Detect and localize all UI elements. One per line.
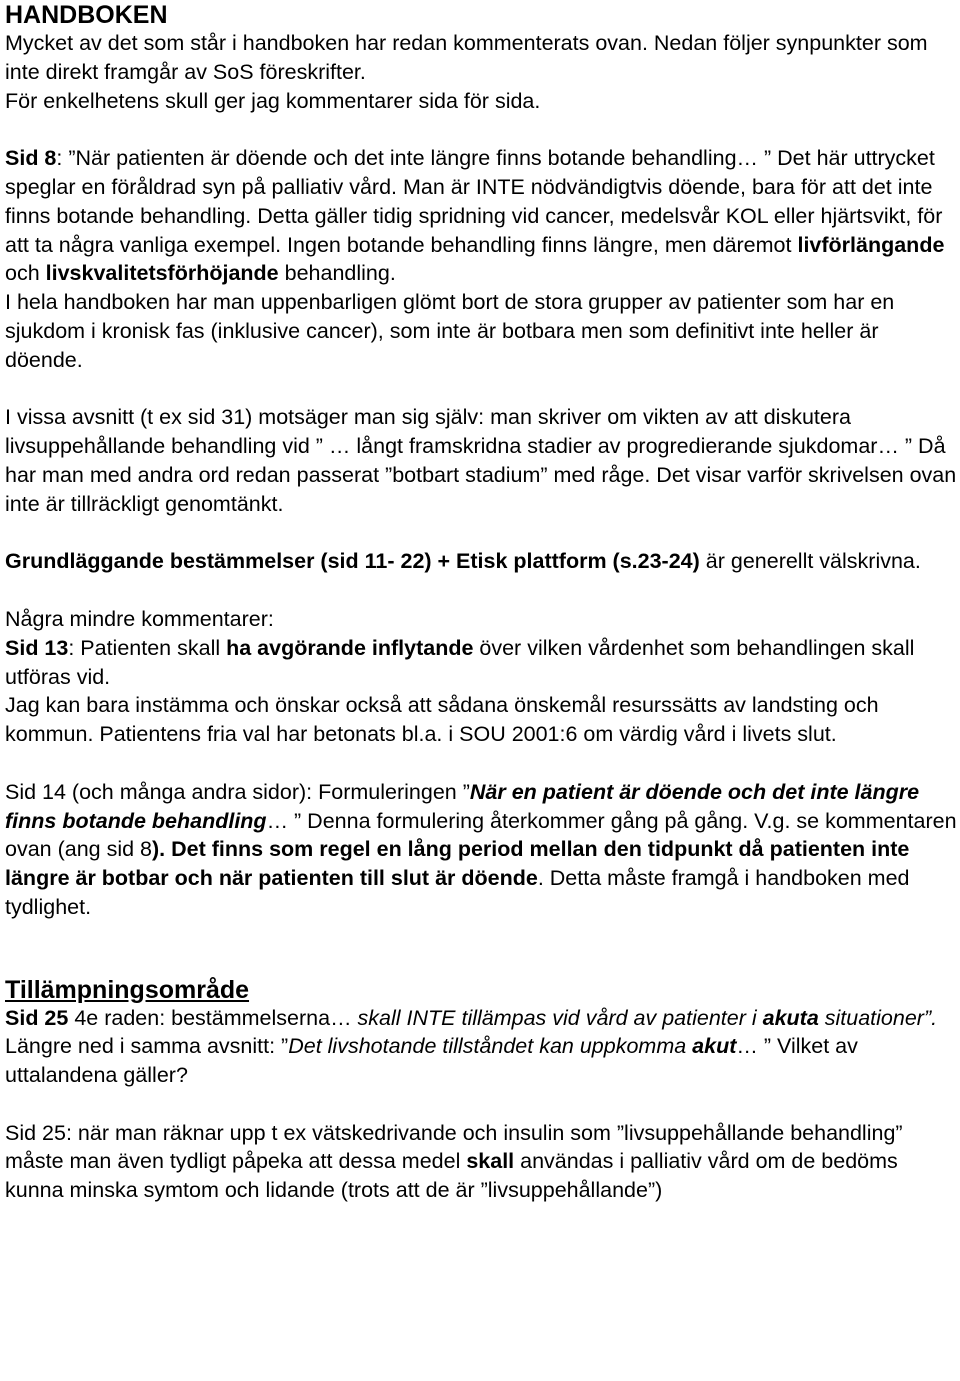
sid25b-paragraph <box>5 1119 958 1205</box>
sid13-label: Sid 13 <box>5 635 69 660</box>
sid25b-start: Sid 25: när man räknar upp t ex vätskedrivande och insulin som ”livsuppehållande behandling” måste man även tydligt påpeka att dessa medel <box>5 1120 903 1174</box>
paragraph-gap <box>5 1090 958 1119</box>
sid14-quote: När en patient är döende och det inte längre finns botande behandling <box>5 779 920 833</box>
document-page <box>5 0 958 1205</box>
hela-paragraph: I hela handboken har man uppenbarligen glömt bort de stora grupper av patienter som har en sjukdom i kronisk fas (inklusive cancer), som inte är botbara men som definitivt inte heller är döende. <box>5 290 895 372</box>
vissa-paragraph: I vissa avsnitt (t ex sid 31) motsäger man sig själv: man skriver om vikten av att diskutera livsuppehållande behandling vid ” … långt framskridna stadier av progredierande sjukdomar… ” Då har man med andra ord redan passerat ”botbart stadium” med råge. Det visar varför skrivelsen ovan inte är tillräckligt genomtänkt. <box>5 405 957 516</box>
grund-bold: Grundläggande bestämmelser (sid 11- 22) + Etisk plattform (s.23-24) <box>5 549 700 574</box>
langre-italic: Det livshotande tillståndet kan uppkomma <box>288 1034 693 1059</box>
sid14-mid: … ” Denna formulering återkommer gång på gång. V.g. se kommentaren ovan (ang sid 8 <box>5 808 957 862</box>
sid13-rest: över vilken vårdenhet som behandlingen skall utföras vid. <box>5 635 915 689</box>
sid8-label: Sid 8 <box>5 146 57 171</box>
langre-end: … ” Vilket av uttalandena gäller? <box>5 1034 858 1088</box>
sid8-term-livforlangande: livförlängande <box>797 232 945 257</box>
sid25b-skall: skall <box>466 1149 515 1174</box>
sid8-term-livskvalitet: livskvalitetsförhöjande <box>45 261 279 286</box>
paragraph-gap <box>5 375 958 404</box>
sid8-text: : ”När patienten är döende och det inte längre finns botande behandling… ” Det här uttrycket speglar en föråldrad syn på palliativ vård. Man är INTE nödvändigtvis döende, bara för att det inte finns botande behandling. Detta gäller tidig spridning vid cancer, medelsvår KOL eller hjärtsvikt, för att ta några vanliga exempel. Ingen botande behandling finns längre, men däremot <box>5 146 943 257</box>
langre-start: Längre ned i samma avsnitt: ” <box>5 1034 289 1059</box>
sid13-paragraph <box>5 634 958 692</box>
paragraph-gap <box>5 749 958 778</box>
langre-akut: akut <box>692 1034 737 1059</box>
grund-paragraph <box>5 547 958 576</box>
nagra-line: Några mindre kommentarer: <box>5 606 274 631</box>
sid13-mid: : Patienten skall <box>68 635 227 660</box>
paragraph-gap <box>5 922 958 951</box>
sid8-paragraph <box>5 144 958 288</box>
section-gap <box>5 951 958 975</box>
sid14-paragraph <box>5 778 958 922</box>
sid13-bold: ha avgörande inflytande <box>226 635 474 660</box>
sid14-end: . Detta måste framgå i handboken med tydlighet. <box>5 866 910 919</box>
langre-paragraph <box>5 1032 958 1090</box>
intro-line: Mycket av det som står i handboken har redan kommenterats ovan. Nedan följer synpunkter som inte direkt framgår av SoS föreskrifter. <box>5 31 928 84</box>
intro-paragraph <box>5 29 958 115</box>
intro-line: För enkelhetens skull ger jag kommentarer sida för sida. <box>5 88 541 113</box>
sid8-end: behandling. <box>278 261 396 286</box>
sid14-bold: ). Det finns som regel en lång period mellan den tidpunkt då patienten inte längre är botbar och när patienten till slut är döende <box>5 837 910 891</box>
sid25b-end: användas i palliativ vård om de bedöms kunna minska symtom och lidande (trots att de är ”livsuppehållande”) <box>5 1149 898 1203</box>
grund-rest: är generellt välskrivna. <box>699 549 921 574</box>
paragraph-gap <box>5 519 958 548</box>
jag-paragraph: Jag kan bara instämma och önskar också att sådana önskemål resurssätts av landsting och kommun. Patientens fria val har betonats bl.a. i SOU 2001:6 om värdig vård i livets slut. <box>5 693 879 747</box>
sid25a-paragraph <box>5 1004 958 1033</box>
sid25a-italic: skall INTE tillämpas vid vård av patienter i <box>357 1005 763 1030</box>
sid8-and: och <box>5 261 46 286</box>
paragraph-gap <box>5 576 958 605</box>
sid25a-akuta: akuta <box>762 1005 819 1030</box>
section-heading-handboken: HANDBOKEN <box>5 1 168 29</box>
sid14-start: Sid 14 (och många andra sidor): Formuleringen ” <box>5 779 470 804</box>
sid25a-italic-end: situationer”. <box>818 1005 938 1030</box>
paragraph-gap <box>5 115 958 144</box>
sid25a-mid: 4e raden: bestämmelserna… <box>68 1005 358 1030</box>
section-heading-tillampningsomrade: Tillämpningsområde <box>5 975 250 1004</box>
sid25a-label: Sid 25 <box>5 1005 69 1030</box>
